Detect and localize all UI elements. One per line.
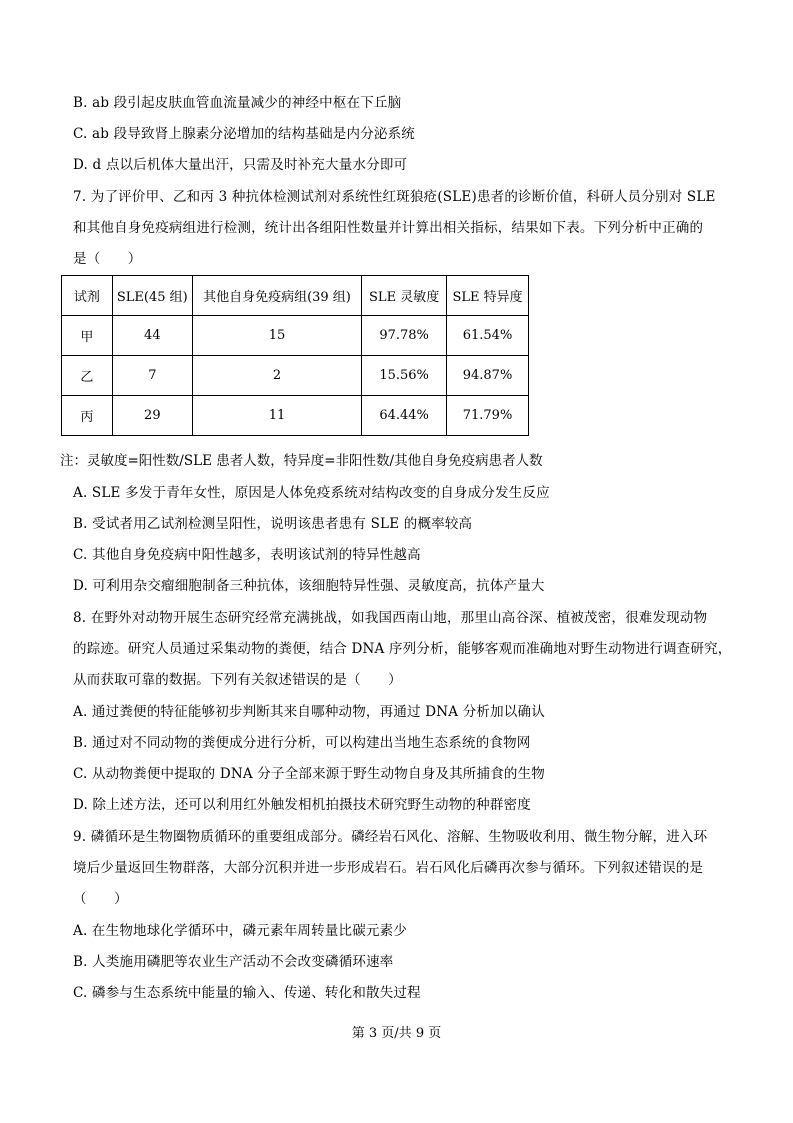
table-row (62, 316, 529, 356)
table-cell: 61.54% (447, 316, 529, 356)
option-b-q7: B. 受试者用乙试剂检测呈阳性，说明该患者患有 SLE 的概率较高 (73, 516, 473, 532)
question-8-stem-line2: 的踪迹。研究人员通过采集动物的粪便，结合 DNA 序列分析，能够客观而准确地对野生动物进行调查研究， (73, 641, 732, 657)
option-b-q6: B. ab 段引起皮肤血管血流量减少的神经中枢在下丘脑 (73, 95, 402, 111)
question-8-stem-line3: 从而获取可靠的数据。下列有关叙述错误的是（ ） (73, 672, 402, 688)
table-cell: 64.44% (362, 396, 447, 436)
table-cell: 29 (112, 396, 192, 436)
option-c-q6: C. ab 段导致肾上腺素分泌增加的结构基础是内分泌系统 (73, 126, 416, 142)
data-table (61, 275, 529, 436)
question-7-stem-line3: 是（ ） (73, 251, 142, 267)
header-specificity: SLE 特异度 (447, 276, 529, 316)
table-cell: 15.56% (362, 356, 447, 396)
table-cell: 11 (192, 396, 361, 436)
table-cell: 94.87% (447, 356, 529, 396)
page-number-footer: 第 3 页/共 9 页 (351, 1026, 442, 1041)
question-9-stem-line2: 境后少量返回生物群落，大部分沉积并进一步形成岩石。岩石风化后磷再次参与循环。下列叙述错误的是 (73, 860, 704, 876)
option-b-q9: B. 人类施用磷肥等农业生产活动不会改变磷循环速率 (73, 954, 394, 970)
option-c-q8: C. 从动物粪便中提取的 DNA 分子全部来源于野生动物自身及其所捕食的生物 (73, 766, 545, 782)
table-cell: 甲 (62, 316, 113, 356)
option-d-q7: D. 可利用杂交瘤细胞制备三种抗体，该细胞特异性强、灵敏度高，抗体产量大 (73, 578, 545, 594)
table-header-row (62, 276, 529, 316)
option-a-q8: A. 通过粪便的特征能够初步判断其来自哪种动物，再通过 DNA 分析加以确认 (73, 704, 545, 720)
option-b-q8: B. 通过对不同动物的粪便成分进行分析，可以构建出当地生态系统的食物网 (73, 735, 531, 751)
option-a-q9: A. 在生物地球化学循环中，磷元素年周转量比碳元素少 (73, 923, 408, 939)
option-d-q6: D. d 点以后机体大量出汗，只需及时补充大量水分即可 (73, 157, 408, 173)
question-9-stem-line3: （ ） (73, 891, 128, 907)
option-c-q7: C. 其他自身免疫病中阳性越多，表明该试剂的特异性越高 (73, 547, 421, 563)
table-cell: 丙 (62, 396, 113, 436)
table-row (62, 396, 529, 436)
table-cell: 15 (192, 316, 361, 356)
option-c-q9: C. 磷参与生态系统中能量的输入、传递、转化和散失过程 (73, 985, 421, 1001)
option-a-q7: A. SLE 多发于青年女性，原因是人体免疫系统对结构改变的自身成分发生反应 (73, 485, 550, 501)
question-7-stem-line1: 7. 为了评价甲、乙和丙 3 种抗体检测试剂对系统性红斑狼疮(SLE)患者的诊断价值，科研人员分别对 SLE (73, 189, 716, 205)
header-reagent: 试剂 (62, 276, 113, 316)
table-cell: 7 (112, 356, 192, 396)
table-cell: 2 (192, 356, 361, 396)
header-sle-group: SLE(45 组) (112, 276, 192, 316)
table-cell: 97.78% (362, 316, 447, 356)
table-note: 注：灵敏度=阳性数/SLE 患者人数，特异度=非阳性数/其他自身免疫病患者人数 (60, 453, 543, 469)
header-sensitivity: SLE 灵敏度 (362, 276, 447, 316)
question-7-stem-line2: 和其他自身免疫病组进行检测，统计出各组阳性数量并计算出相关指标，结果如下表。下列分析中正确的 (73, 220, 704, 236)
option-d-q8: D. 除上述方法，还可以利用红外触发相机拍摄技术研究野生动物的种群密度 (73, 797, 531, 813)
header-other-group: 其他自身免疫病组(39 组) (192, 276, 361, 316)
table-cell: 乙 (62, 356, 113, 396)
question-9-stem-line1: 9. 磷循环是生物圈物质循环的重要组成部分。磷经岩石风化、溶解、生物吸收利用、微生物分解，进入环 (73, 829, 708, 845)
table-row (62, 356, 529, 396)
table-cell: 71.79% (447, 396, 529, 436)
question-8-stem-line1: 8. 在野外对动物开展生态研究经常充满挑战，如我国西南山地，那里山高谷深、植被茂密，很难发现动物 (73, 610, 708, 626)
table-cell: 44 (112, 316, 192, 356)
